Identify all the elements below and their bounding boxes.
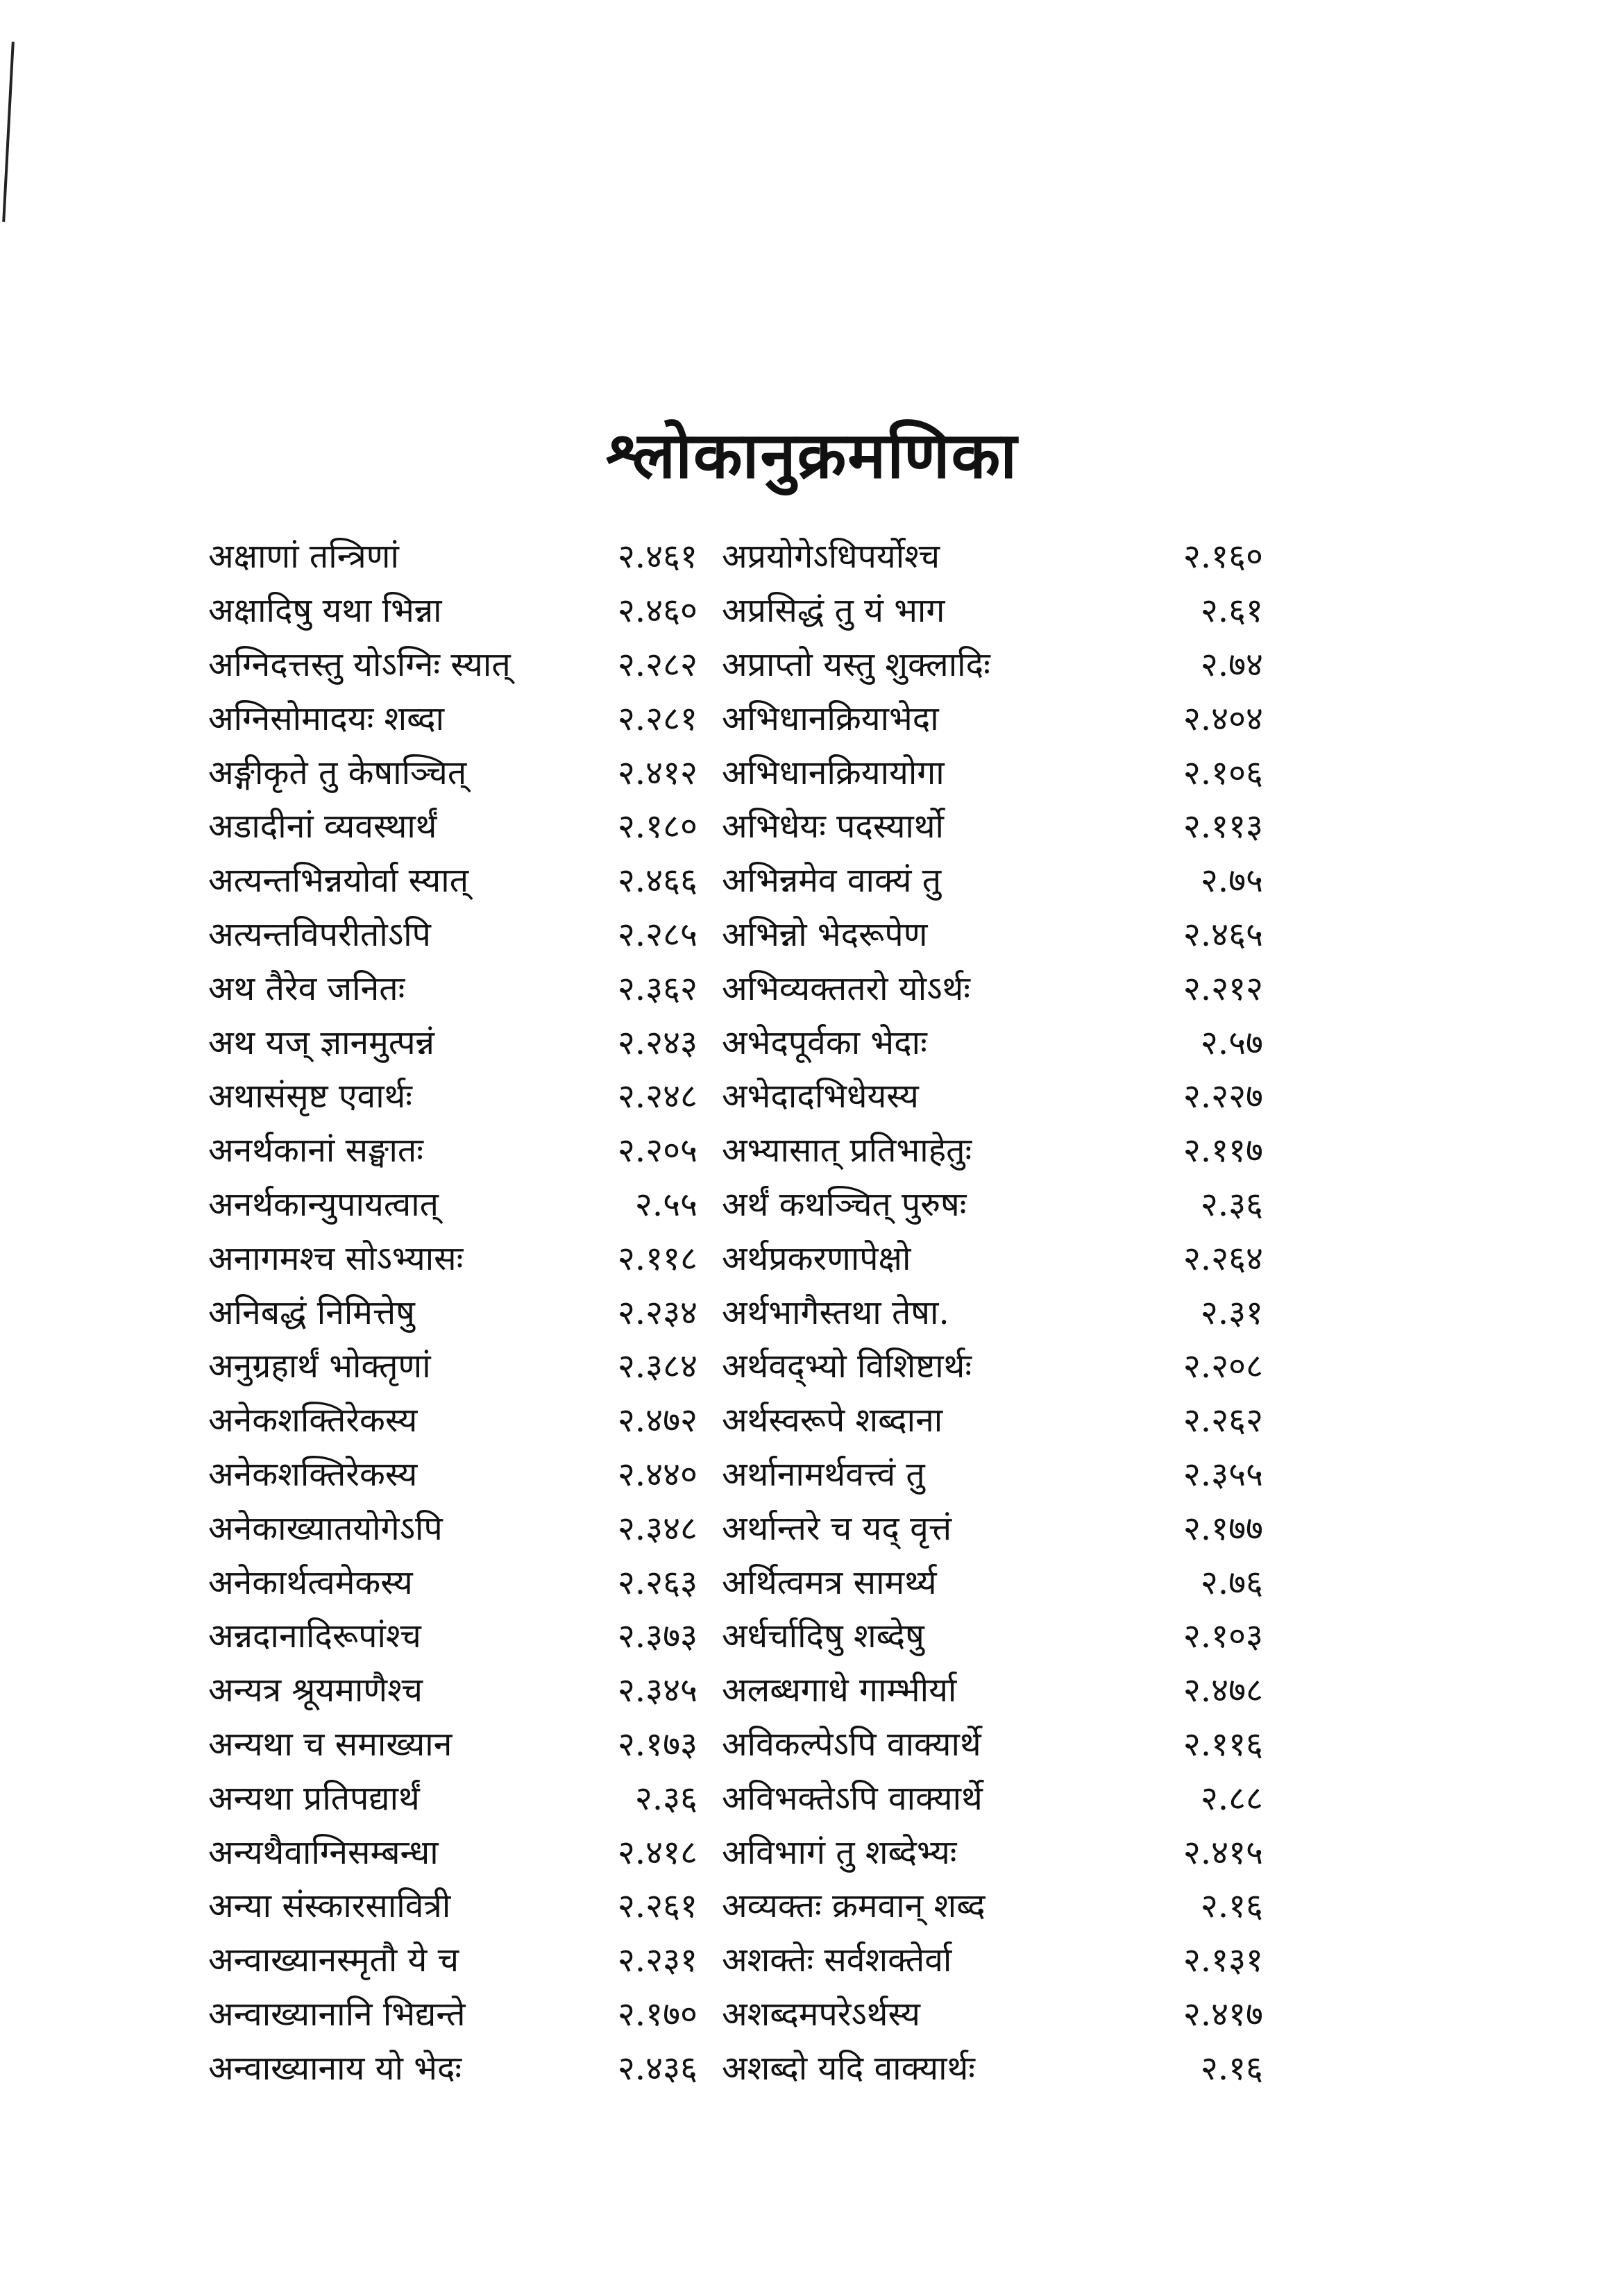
verse-left: अङ्गीकृते तु केषाञ्चित् [208, 753, 467, 792]
column-gap [697, 960, 722, 1014]
verse-ref-left: २.२६१ [617, 1887, 697, 1926]
column-gap [697, 1014, 722, 1069]
verse-right: अर्थित्वमत्र सामर्थ्य [722, 1563, 937, 1602]
column-gap [697, 1554, 722, 1608]
verse-ref-left: २.१८० [617, 807, 697, 847]
verse-right: अभिधानक्रियाभेदा [722, 699, 939, 738]
column-gap [697, 1717, 722, 1771]
verse-ref-left: २.३६ [634, 1778, 697, 1818]
verse-left: अनागमश्च सोऽभ्यासः [208, 1239, 464, 1278]
verse-ref-right: २.११६ [1183, 1724, 1263, 1764]
verse-ref-left: २.२४८ [617, 1077, 697, 1116]
verse-ref-right: २.१६ [1200, 2048, 1263, 2088]
verse-left: अनुग्रहार्थं भोक्तृणां [208, 1347, 431, 1386]
index-row [208, 1177, 1263, 1231]
verse-ref-right: २.७४ [1200, 645, 1263, 684]
verse-ref-left: २.१७० [617, 1994, 697, 2034]
margin-scan-mark [2, 42, 15, 222]
index-row [208, 1663, 1263, 1717]
verse-ref-left: २.४३६ [617, 2048, 697, 2088]
verse-left: अनिबद्धं निमित्तेषु [208, 1293, 415, 1332]
verse-ref-right: २.४०४ [1183, 699, 1263, 738]
verse-left: अन्वाख्यानानि भिद्यन्ते [208, 1994, 466, 2034]
verse-ref-left: २.४१२ [617, 753, 697, 792]
verse-left: अथ यज् ज्ञानमुत्पन्नं [208, 1023, 435, 1062]
column-gap [697, 1338, 722, 1393]
verse-left: अनेकाख्यातयोगेऽपि [208, 1508, 443, 1548]
verse-left: अनर्थकानां सङ्घातः [208, 1131, 423, 1171]
verse-ref-right: २.१३१ [1183, 1941, 1263, 1980]
index-row [208, 690, 1263, 745]
verse-ref-left: २.४१८ [617, 1832, 697, 1872]
index-row [208, 529, 1263, 583]
column-gap [697, 1932, 722, 1987]
verse-ref-left: २.३६२ [617, 969, 697, 1008]
column-gap [697, 1663, 722, 1717]
verse-left: अनेकशक्तिरेकस्य [208, 1454, 418, 1494]
verse-right: अभेदपूर्वका भेदाः [722, 1023, 927, 1062]
verse-right: अभिधेयः पदस्यार्थो [722, 807, 944, 847]
verse-ref-left: २.४६० [617, 591, 697, 631]
verse-right: अप्रसिद्धं तु यं भाग [722, 591, 945, 631]
verse-ref-right: २.३५५ [1183, 1454, 1263, 1494]
verse-ref-right: २.२१२ [1183, 969, 1263, 1008]
verse-right: अविभक्तेऽपि वाक्यार्थे [722, 1778, 983, 1818]
verse-right: अव्यक्तः क्रमवान् शब्द [722, 1887, 986, 1926]
verse-left: अन्यथा च समाख्यान [208, 1724, 452, 1764]
column-gap [697, 1393, 722, 1447]
verse-right: अर्थवद्भ्यो विशिष्टार्थः [722, 1347, 972, 1386]
index-row [208, 1824, 1263, 1878]
verse-ref-left: २.१७३ [617, 1724, 697, 1764]
verse-left: अन्यत्र श्रूयमाणैश्च [208, 1671, 423, 1710]
verse-right: अविभागं तु शब्देभ्यः [722, 1832, 957, 1872]
verse-ref-right: २.४६५ [1183, 915, 1263, 954]
verse-ref-left: २.२८१ [617, 699, 697, 738]
verse-right: अशब्दमपरेऽर्थस्य [722, 1994, 920, 2034]
verse-left: अडादीनां व्यवस्थार्थं [208, 807, 437, 847]
column-gap [697, 1123, 722, 1177]
column-gap [697, 745, 722, 799]
index-row [208, 1717, 1263, 1771]
verse-right: अभ्यासात् प्रतिभाहेतुः [722, 1131, 972, 1171]
verse-ref-left: २.२०५ [617, 1131, 697, 1171]
index-row [208, 960, 1263, 1014]
verse-left: अन्यथैवाग्निसम्बन्धा [208, 1832, 439, 1872]
verse-right: अभिन्नमेव वाक्यं तु [722, 861, 942, 901]
verse-right: अर्थभागैस्तथा तेषा. [722, 1293, 949, 1332]
column-gap [697, 1878, 722, 1932]
verse-ref-left: २.२८२ [617, 645, 697, 684]
verse-ref-right: २.१०३ [1183, 1617, 1263, 1656]
index-row [208, 637, 1263, 691]
verse-ref-left: २.२३४ [617, 1293, 697, 1332]
verse-ref-left: २.२३१ [617, 1941, 697, 1980]
verse-left: अग्निसोमादयः शब्दा [208, 699, 445, 738]
verse-ref-right: २.१६० [1183, 537, 1263, 577]
index-row [208, 1500, 1263, 1554]
verse-ref-right: २.८८ [1200, 1778, 1263, 1818]
verse-left: अक्षाणां तन्त्रिणां [208, 537, 399, 577]
verse-ref-left: २.२८५ [617, 915, 697, 954]
verse-right: अविकल्पेऽपि वाक्यार्थे [722, 1724, 981, 1764]
verse-ref-right: २.७५ [1200, 861, 1263, 901]
column-gap [697, 2040, 722, 2094]
index-row [208, 853, 1263, 907]
verse-ref-left: २.२६३ [617, 1563, 697, 1602]
verse-index-body [208, 529, 1263, 2094]
verse-left: अत्यन्तभिन्नयोर्वा स्यात् [208, 861, 469, 901]
index-row [208, 1230, 1263, 1284]
verse-left: अक्षादिषु यथा भिन्ना [208, 591, 442, 631]
verse-left: अनेकशक्तिरेकस्य [208, 1401, 418, 1440]
verse-right: अप्राप्तो यस्तु शुक्लादिः [722, 645, 990, 684]
page-title: श्लोकानुक्रमणिका [605, 418, 1019, 493]
verse-ref-right: २.२६२ [1183, 1401, 1263, 1440]
verse-ref-left: २.३४८ [617, 1508, 697, 1548]
verse-ref-right: २.५७ [1200, 1023, 1263, 1062]
verse-ref-left: २.२४३ [617, 1023, 697, 1062]
column-gap [697, 907, 722, 961]
verse-left: अथ तैरेव जनितः [208, 969, 405, 1008]
column-gap [697, 1987, 722, 2041]
column-gap [697, 1608, 722, 1663]
verse-right: अलब्धगाधे गाम्भीर्या [722, 1671, 957, 1710]
index-row [208, 907, 1263, 961]
verse-ref-right: २.२६४ [1183, 1239, 1263, 1278]
column-gap [697, 853, 722, 907]
index-row [208, 1987, 1263, 2041]
verse-ref-right: २.६१ [1200, 591, 1263, 631]
verse-right: अभेदादभिधेयस्य [722, 1077, 919, 1116]
verse-ref-left: २.३८४ [617, 1347, 697, 1386]
verse-ref-right: २.१६ [1200, 1887, 1263, 1926]
index-row [208, 583, 1263, 637]
index-row [208, 1554, 1263, 1608]
verse-ref-left: २.३४५ [617, 1671, 697, 1710]
verse-left: अन्या संस्कारसावित्री [208, 1887, 451, 1926]
index-row [208, 1123, 1263, 1177]
verse-ref-right: २.४१७ [1183, 1994, 1263, 2034]
verse-ref-right: २.४१५ [1183, 1832, 1263, 1872]
verse-left: अनेकार्थत्वमेकस्य [208, 1563, 413, 1602]
index-row [208, 2040, 1263, 2094]
verse-right: अप्रयोगेऽधिपर्योश्च [722, 537, 940, 577]
verse-right: अभिधानक्रियायोगा [722, 753, 945, 792]
index-row [208, 1069, 1263, 1123]
verse-right: अभिव्यक्ततरो योऽर्थः [722, 969, 970, 1008]
verse-right: अशक्तेः सर्वशक्तेर्वा [722, 1941, 952, 1980]
column-gap [697, 1177, 722, 1231]
index-row [208, 1338, 1263, 1393]
verse-ref-left: २.५५ [634, 1184, 697, 1224]
column-gap [697, 1770, 722, 1824]
verse-ref-right: २.३१ [1200, 1293, 1263, 1332]
verse-right: अर्थस्वरूपे शब्दाना [722, 1401, 943, 1440]
column-gap [697, 1284, 722, 1338]
column-gap [697, 1500, 722, 1554]
index-row [208, 1447, 1263, 1501]
index-row [208, 1770, 1263, 1824]
verse-right: अर्धर्चादिषु शब्देषु [722, 1617, 924, 1656]
column-gap [697, 1230, 722, 1284]
verse-left: अग्निदत्तस्तु योऽग्निः स्यात् [208, 645, 511, 684]
column-gap [697, 690, 722, 745]
index-row [208, 1393, 1263, 1447]
verse-right: अर्थप्रकरणापेक्षो [722, 1239, 911, 1278]
column-gap [697, 1069, 722, 1123]
verse-ref-right: २.१७७ [1183, 1508, 1263, 1548]
verse-index-table [208, 529, 1263, 2094]
verse-right: अर्थं कथञ्चित् पुरुषः [722, 1184, 967, 1224]
verse-ref-right: २.३६ [1200, 1184, 1263, 1224]
index-row [208, 799, 1263, 853]
verse-ref-right: २.११३ [1183, 807, 1263, 847]
verse-left: अथासंसृष्ट एवार्थः [208, 1077, 412, 1116]
column-gap [697, 583, 722, 637]
verse-right: अर्थान्तरे च यद् वृत्तं [722, 1508, 951, 1548]
index-row [208, 745, 1263, 799]
verse-ref-left: २.११८ [617, 1239, 697, 1278]
verse-right: अशब्दो यदि वाक्यार्थः [722, 2048, 975, 2088]
verse-ref-left: २.४६६ [617, 861, 697, 901]
verse-ref-right: २.११७ [1183, 1131, 1263, 1171]
verse-left: अनर्थकान्युपायत्वात् [208, 1184, 439, 1224]
verse-left: अत्यन्तविपरीतोऽपि [208, 915, 431, 954]
index-row [208, 1284, 1263, 1338]
verse-right: अभिन्नो भेदरूपेण [722, 915, 928, 954]
verse-left: अन्यथा प्रतिपद्यार्थं [208, 1778, 420, 1818]
verse-ref-right: २.१०६ [1183, 753, 1263, 792]
verse-ref-left: २.४६१ [617, 537, 697, 577]
column-gap [697, 1824, 722, 1878]
index-row [208, 1878, 1263, 1932]
verse-ref-right: २.७६ [1200, 1563, 1263, 1602]
verse-left: अन्वाख्यानस्मृतौ ये च [208, 1941, 459, 1980]
index-row [208, 1608, 1263, 1663]
verse-ref-right: २.२२७ [1183, 1077, 1263, 1116]
column-gap [697, 529, 722, 583]
index-row [208, 1932, 1263, 1987]
verse-left: अन्वाख्यानाय यो भेदः [208, 2048, 462, 2088]
column-gap [697, 637, 722, 691]
verse-left: अन्नदानादिरूपांश्च [208, 1617, 421, 1656]
verse-ref-left: २.४७२ [617, 1401, 697, 1440]
verse-right: अर्थानामर्थवत्त्वं तु [722, 1454, 925, 1494]
verse-ref-right: २.४७८ [1183, 1671, 1263, 1710]
verse-ref-left: २.३७३ [617, 1617, 697, 1656]
index-row [208, 1014, 1263, 1069]
column-gap [697, 799, 722, 853]
column-gap [697, 1447, 722, 1501]
verse-ref-left: २.४४० [617, 1454, 697, 1494]
verse-ref-right: २.२०८ [1183, 1347, 1263, 1386]
